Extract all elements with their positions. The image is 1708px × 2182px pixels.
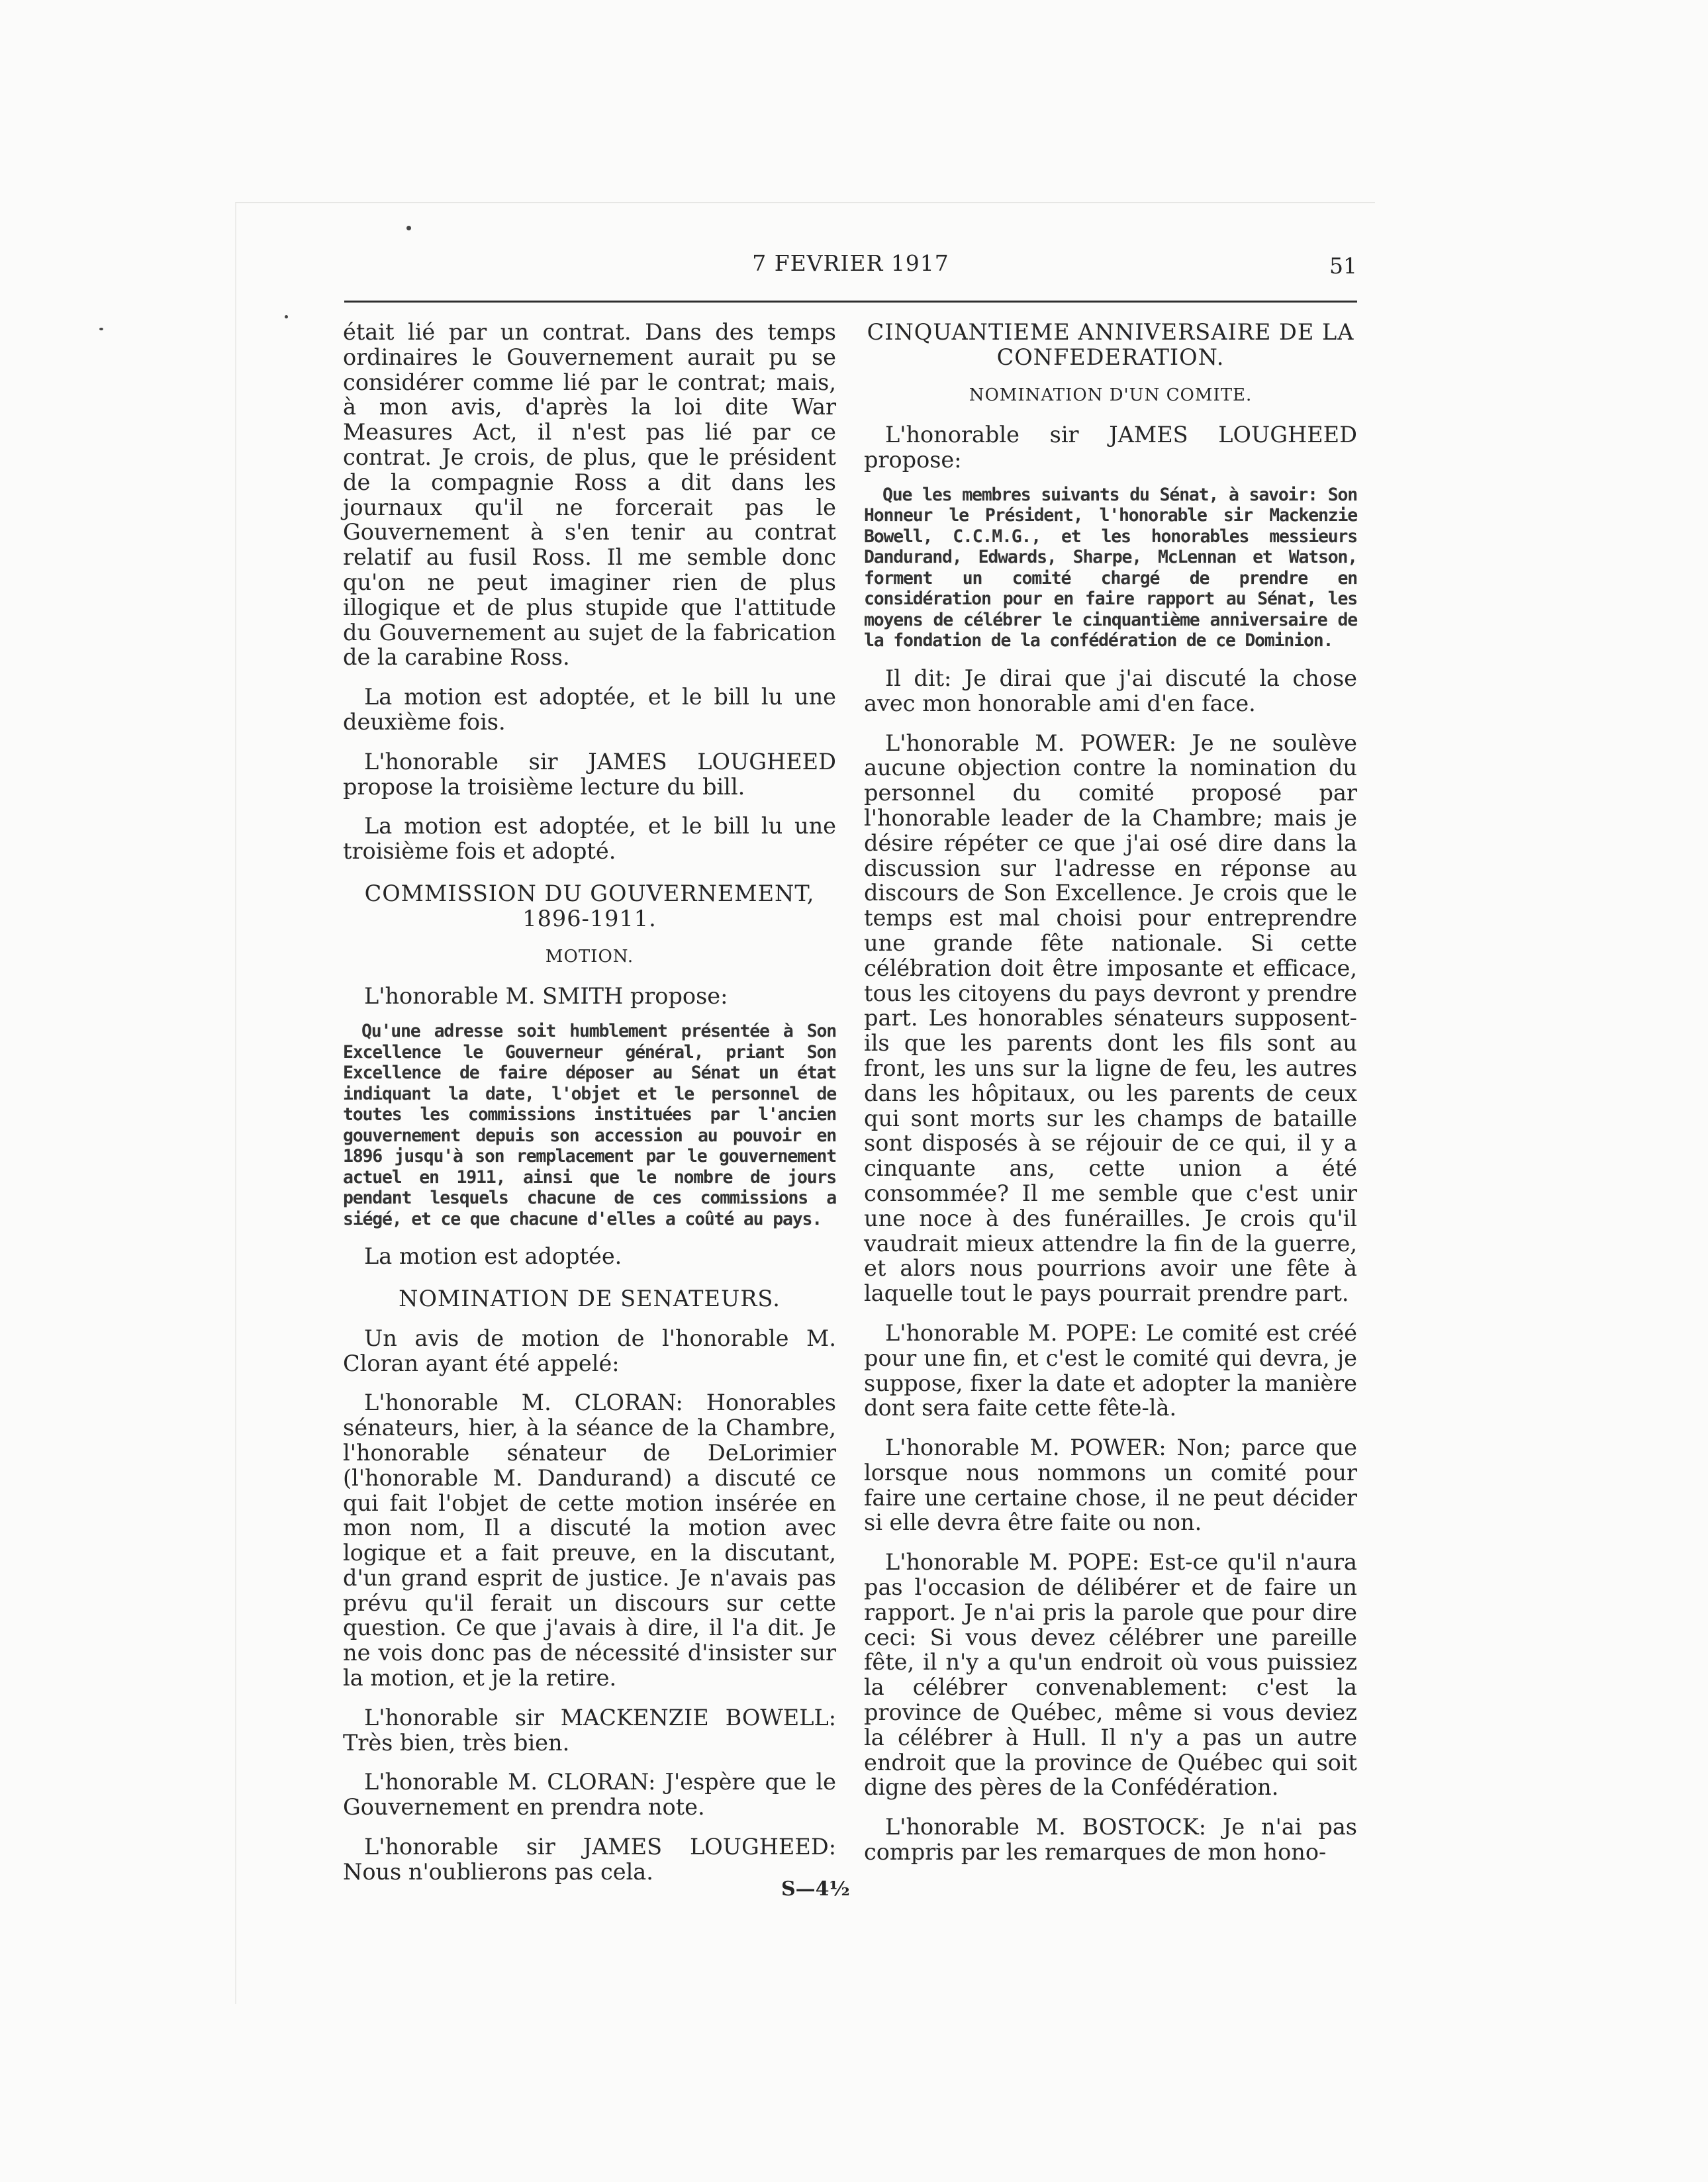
paragraph: L'honorable M. CLORAN: J'espère que le Gouvernement en prendra note. [343, 1769, 836, 1821]
header-rule [344, 301, 1357, 303]
section-heading: CINQUANTIEME ANNIVERSAIRE DE LA CONFEDERATION. [867, 319, 1354, 370]
paragraph: L'honorable M. POPE: Le comité est créé pour une fin, et c'est le comité qui devra, je suppose, fixer la date et adopter la manière dont sera faite cette fête-là. [864, 1319, 1357, 1421]
scan-speck [99, 328, 103, 330]
section-heading: NOMINATION DE SENATEURS. [399, 1285, 781, 1311]
paragraph: L'honorable sir JAMES LOUGHEED: Nous n'oublierons pas cela. [343, 1834, 836, 1885]
motion-text: Qu'une adresse soit humblement présentée à Son Excellence le Gouverneur général, priant Son Excellence de faire déposer au Sénat un état indiquant la date, l'objet et le personnel de toutes les commissions instituées par l'ancien gouvernement depuis son accession au pouvoir en 1896 jusqu'à son remplacement par le gouvernement actuel en 1911, ainsi que le nombre de jours pendant lesquels chacune de ces commissions a siégé, et ce que chacune d'elles a coûté au pays. [343, 1021, 836, 1229]
paragraph: La motion est adoptée, et le bill lu une deuxième fois. [343, 684, 836, 735]
paragraph: L'honorable M. SMITH propose: [364, 983, 728, 1010]
signature-mark: S—4½ [781, 1877, 850, 1901]
paragraph: L'honorable M. CLORAN: Honorables sénateurs, hier, à la séance de la Chambre, l'honorable sénateur de DeLorimier (l'honorable M. Dandurand) a discuté ce qui fait l'objet de cette motion insérée en mon nom, Il a discuté la motion avec logique et a fait preuve, en la discutant, d'un grand esprit de justice. Je n'avais pas prévu qu'il ferait un discours sur cette question. Ce que j'avais à dire, il l'a dit. Je ne vois donc pas de nécessité d'insister sur la motion, et je la retire. [343, 1390, 836, 1691]
section-heading: COMMISSION DU GOUVERNEMENT, 1896-1911. [364, 880, 815, 931]
paragraph: La motion est adoptée. [364, 1243, 622, 1270]
paragraph: L'honorable M. POWER: Je ne soulève aucune objection contre la nomination du personnel du comité proposé par l'honorable leader de la Chambre; mais je désire répéter ce que j'ai osé dire dans la discussion sur l'adresse en réponse au discours de Son Excellence. Je crois que le temps est mal choisi pour entreprendre une grande fête nationale. Si cette célébration doit être imposante et efficace, tous les citoyens du pays devront y prendre part. Les honorables sénateurs supposent-ils que les parents dont les fils sont au front, les uns sur la ligne de feu, les autres dans les hôpitaux, ou les parents de ceux qui sont morts sur les champs de bataille sont disposés à se réjouir de ce qui, il y a cinquante ans, cette union a été consommée? Il me semble que c'est unir une noce à des funérailles. Je crois qu'il vaudrait mieux attendre la fin de la guerre, et alors nous pourrions avoir une fête à laquelle tout le pays pourrait prendre part. [864, 730, 1357, 1307]
page-number: 51 [1329, 253, 1357, 279]
paragraph: Un avis de motion de l'honorable M. Cloran ayant été appelé: [343, 1325, 836, 1376]
header-date: 7 FEVRIER 1917 [752, 250, 949, 276]
left-column [343, 320, 836, 1885]
paragraph: L'honorable sir MACKENZIE BOWELL: Très bien, très bien. [343, 1704, 836, 1756]
scan-speck [406, 226, 411, 230]
page-header [344, 250, 1357, 290]
right-column [864, 320, 1357, 1865]
section-subheading: MOTION. [545, 946, 634, 967]
scan-speck [285, 315, 288, 318]
paragraph: était lié par un contrat. Dans des temps ordinaires le Gouvernement aurait pu se considérer comme lié par le contrat; mais, à mon avis, d'après la loi dite War Measures Act, il n'est pas lié par ce contrat. Je crois, de plus, que le président de la compagnie Ross a dit dans les journaux qu'il ne forcerait pas le Gouvernement à s'en tenir au contrat relatif au fusil Ross. Il me semble donc qu'on ne peut imaginer rien de plus illogique et de plus stupide que l'attitude du Gouvernement au sujet de la fabrication de la carabine Ross. [343, 319, 836, 671]
paragraph: L'honorable M. POWER: Non; parce que lorsque nous nommons un comité pour faire une certaine chose, il ne peut décider si elle devra être faite ou non. [864, 1435, 1357, 1536]
motion-text: Que les membres suivants du Sénat, à savoir: Son Honneur le Président, l'honorable sir Mackenzie Bowell, C.C.M.G., et les honorables messieurs Dandurand, Edwards, Sharpe, McLennan et Watson, forment un comité chargé de prendre en considération pour en faire rapport au Sénat, les moyens de célébrer le cinquantième anniversaire de la fondation de la confédération de ce Dominion. [864, 484, 1357, 651]
paragraph: L'honorable M. POPE: Est-ce qu'il n'aura pas l'occasion de délibérer et de faire un rapport. Je n'ai pris la parole que pour dire ceci: Si vous devez célébrer une pareille fête, il n'y a qu'un endroit où vous puissiez la célébrer convenablement: c'est la province de Québec, même si vous deviez la célébrer à Hull. Il n'y a pas un autre endroit que la province de Québec qui soit digne des pères de la Confédération. [864, 1549, 1357, 1801]
paragraph: L'honorable M. BOSTOCK: Je n'ai pas compris par les remarques de mon hono- [864, 1814, 1357, 1866]
section-subheading: NOMINATION D'UN COMITE. [969, 385, 1253, 405]
paragraph: L'honorable sir JAMES LOUGHEED propose: [864, 422, 1357, 473]
paragraph: L'honorable sir JAMES LOUGHEED propose la troisième lecture du bill. [343, 748, 836, 800]
paragraph: La motion est adoptée, et le bill lu une troisième fois et adopté. [343, 813, 836, 865]
paragraph: Il dit: Je dirai que j'ai discuté la chose avec mon honorable ami d'en face. [864, 665, 1357, 716]
